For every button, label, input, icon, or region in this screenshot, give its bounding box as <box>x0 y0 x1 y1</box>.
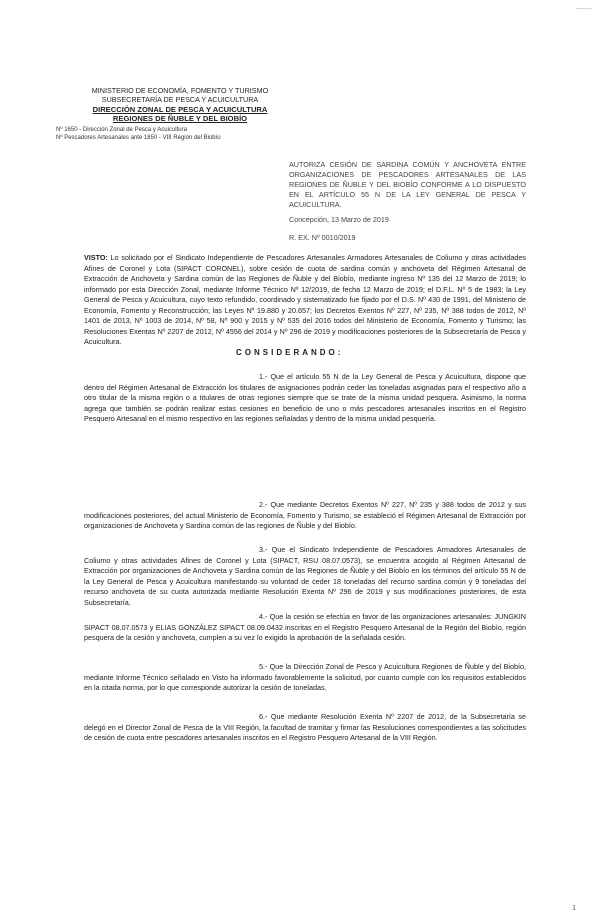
reference-line-1: Nº 1650 - Dirección Zonal de Pesca y Acuicultura <box>56 127 187 133</box>
considerando-paragraph-2: 2.- Que mediante Decretos Exentos Nº 227, Nº 235 y 388 todos de 2012 y sus modificaciones posteriores, del actual Ministerio de Economía, Fomento y Turismo, se estableció el Régimen Artesanal de Extracción por organizaciones de Anchoveta y Sardina común de las regiones de Ñuble y del Biobío. <box>84 500 526 530</box>
visto-text: Lo solicitado por el Sindicato Independiente de Pescadores Artesanales Armadores Artesanales de Coliumo y otras actividades Afines de Coronel y Lota (SIPACT CORONEL), sobre cesión de cuota de sardina común y anchoveta del Régimen Artesanal de Extracción de Anchoveta y Sardina común de las Regiones de Ñuble y del Biobío, mediante ingreso Nº 135 del 12 Marzo de 2019; lo informado por esta Dirección Zonal, mediante Informe Técnico Nº 12/2019, de fecha 12 Marzo de 2019; el D.F.L. Nº 5 de 1983; la Ley General de Pesca y Acuicultura, cuyo texto refundido, coordinado y sistematizado fue fijado por el D.S. Nº 430 de 1991, del Ministerio de Economía, Fomento y Reconstrucción; las Leyes Nº 19.880 y 20.657; los Decretos Exentos Nº 227, Nº 235, Nº 388 todos de 2012, Nº 1401 de 2013, Nº 1003 de 2014, Nº 58, Nº 900 y 2015 y Nº 535 del 2016 todos del Ministerio de Economía, Fomento y Turismo; las Resoluciones Exentas Nº 2207 de 2012, Nº 4556 del 2014 y Nº 296 de 2019 y modificaciones posteriores de la Subsecretaría de Pesca y Acuicultura. <box>84 253 526 346</box>
letterhead <box>40 86 320 124</box>
top-right-mark: ------- <box>575 6 592 13</box>
considerando-paragraph-4: 4.- Que la cesión se efectúa en favor de las organizaciones artesanales: JUNGKIN SIPACT 08.07.0573 y ELIAS GONZÁLEZ SIPACT 08.09.0432 inscritas en el Registro Pesquero Artesanal de la Región del Biobío, región pesquera de la cesión y anchoveta, cumplen a su vez lo exigido la aprobación de la señalada cesión. <box>84 612 526 642</box>
considerando-paragraph-5: 5.- Que la Dirección Zonal de Pesca y Acuicultura Regiones de Ñuble y del Biobío, mediante Informe Técnico señalado en Visto ha informado favorablemente la solicitud, por cuanto cumple con los requisitos establecidos en la citada norma, por lo que corresponde autorizar la cesión de toneladas. <box>84 662 526 692</box>
considerando-paragraph-1: 1.- Que el artículo 55 N de la Ley General de Pesca y Acuicultura, dispone que dentro del Régimen Artesanal de Extracción los titulares de asignaciones podrán ceder las toneladas asignadas para el respectivo año a otro titular de la misma región o a titulares de otras regiones siempre que se trate de la misma unidad pesquera. Asimismo, la norma agrega que también se podrán realizar estas cesiones en beneficio de uno o más pescadores artesanales inscritos en el Registro Pesquero Artesanal en el mismo respectivo en las regiones señaladas y dentro de la misma unidad pesquería. <box>84 372 526 423</box>
letterhead-reference <box>56 127 316 143</box>
visto-label: VISTO: <box>84 253 108 262</box>
regiones-line: REGIONES DE ÑUBLE Y DEL BIOBÍO <box>112 114 248 124</box>
considerando-paragraph-3: 3.- Que el Sindicato Independiente de Pescadores Armadores Artesanales de Coliumo y otras actividades Afines de Coronel y Lota (SIPACT, RSU 08.07.0573), se encuentra acogido al Régimen Artesanal de Extracción por organizaciones de Anchoveta y Sardina común de las Regiones de Ñuble y del Biobío en los términos del artículo 55 N de la Ley General de Pesca y Acuicultura manifestando su voluntad de ceder 18 toneladas del recurso sardina común y 9 toneladas del recurso anchoveta de su cuota autorizada mediante Resolución Exenta Nº 296 de 2019 y sus modificaciones posteriores, de esta Subsecretaría. <box>84 545 526 607</box>
reference-line-2: Nº Pescadores Artesanales ante 1850 - VIII Región del Biobío <box>56 134 221 141</box>
place-date: Concepción, 13 Marzo de 2019 <box>289 215 389 224</box>
page-number: 1 <box>572 905 576 912</box>
considerando-paragraph-6: 6.- Que mediante Resolución Exenta Nº 2207 de 2012, de la Subsecretaría se delegó en el Director Zonal de Pesca de la VIII Región, la facultad de tramitar y firmar las Resoluciones correspondientes a las solicitudes de cesión de cuota entre pescadores artesanales inscritos en el Registro Pesquero Artesanal de la VIII Región. <box>84 712 526 742</box>
direccion-line: DIRECCIÓN ZONAL DE PESCA Y ACUICULTURA <box>92 104 268 114</box>
subsecretaria-line: SUBSECRETARÍA DE PESCA Y ACUICULTURA <box>101 95 259 105</box>
resolution-number: R. EX. Nº 0010/2019 <box>289 233 356 242</box>
considerando-heading: CONSIDERANDO: <box>236 348 344 357</box>
resolution-subject: AUTORIZA CESIÓN DE SARDINA COMÚN Y ANCHOVETA ENTRE ORGANIZACIONES DE PESCADORES ARTESANALES DE LAS REGIONES DE ÑUBLE Y DEL BIOBÍO CONFORME A LO DISPUESTO EN EL ARTÍCULO 55 N DE LA LEY GENERAL DE PESCA Y ACUICULTURA. <box>289 160 526 209</box>
ministry-line: MINISTERIO DE ECONOMÍA, FOMENTO Y TURISMO <box>91 86 269 95</box>
visto-section <box>84 253 526 348</box>
